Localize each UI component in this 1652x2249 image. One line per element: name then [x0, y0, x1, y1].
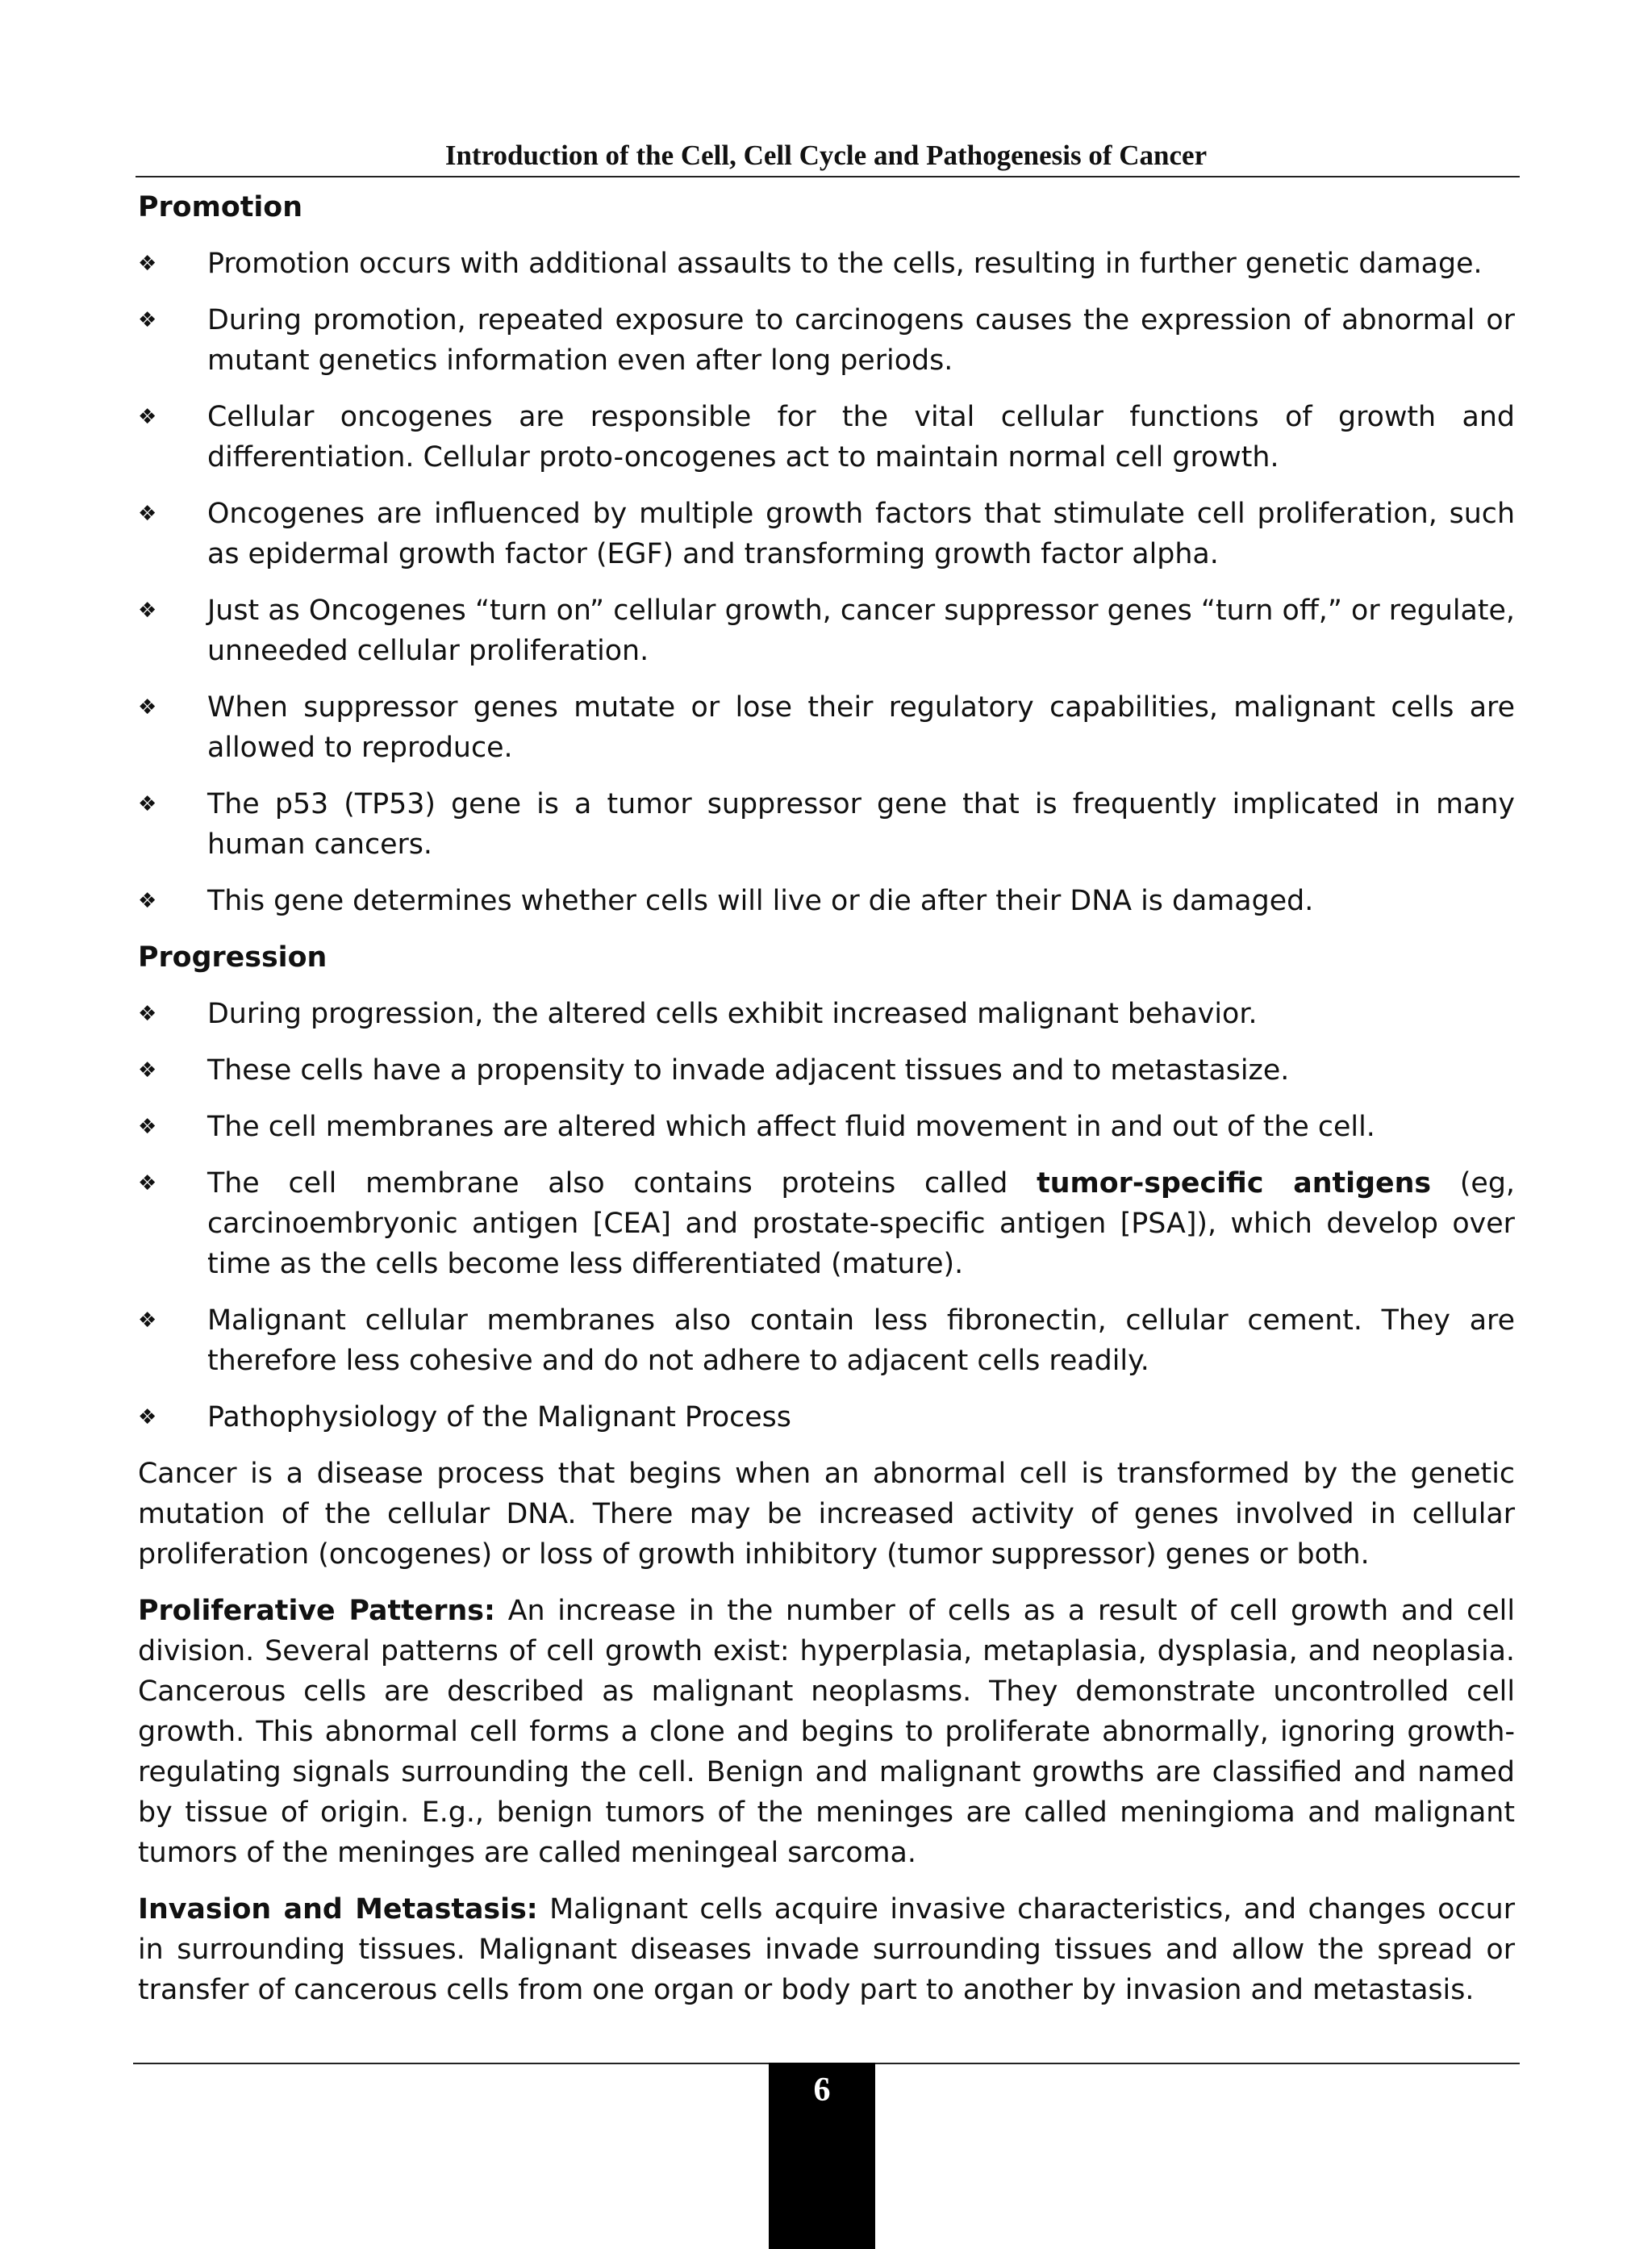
proliferative-patterns-text: An increase in the number of cells as a result of cell growth and cell division. Several patterns of cell growth exist: hyperplasia, metaplasia, dysplasia, and neoplasia. Cancerous cells are described as malignant neoplasms. They demonstrate uncontrolled cell growth. This abnormal cell forms a clone and begins to proliferate abnormally, ignoring growth-regulating signals surrounding the cell. Benign and malignant growths are classified and named by tissue of origin. E.g., benign tumors of the meninges are called meningioma and malignant tumors of the meninges are called meningeal sarcoma. [138, 1595, 1515, 1869]
four-diamond-bullet-icon: ❖ [138, 1308, 157, 1333]
list-item-text: When suppressor genes mutate or lose their regulatory capabilities, malignant cells are allowed to reproduce. [207, 691, 1515, 764]
section-heading-promotion: Promotion [138, 191, 302, 223]
list-item-text: Just as Oncogenes “turn on” cellular growth, cancer suppressor genes “turn off,” or regulate, unneeded cellular proliferation. [207, 595, 1515, 667]
list-item-text [207, 1167, 1515, 1280]
four-diamond-bullet-icon: ❖ [138, 695, 157, 720]
list-item [138, 397, 1515, 478]
list-item [138, 1107, 1515, 1147]
list-item [138, 1300, 1515, 1381]
four-diamond-bullet-icon: ❖ [138, 599, 157, 623]
header-rule [136, 176, 1520, 177]
list-item-text: Pathophysiology of the Malignant Process [207, 1401, 791, 1433]
page-number-box [769, 2063, 875, 2249]
list-item-text: The p53 (TP53) gene is a tumor suppressor gene that is frequently implicated in many human cancers. [207, 788, 1515, 861]
list-item [138, 881, 1515, 921]
list-item-text: During promotion, repeated exposure to carcinogens causes the expression of abnormal or mutant genetics information even after long periods. [207, 304, 1515, 377]
list-item-text: Oncogenes are influenced by multiple growth factors that stimulate cell proliferation, such as epidermal growth factor (EGF) and transforming growth factor alpha. [207, 498, 1515, 570]
four-diamond-bullet-icon: ❖ [138, 1058, 157, 1083]
proliferative-patterns-paragraph [138, 1591, 1515, 1873]
four-diamond-bullet-icon: ❖ [138, 405, 157, 429]
list-item [138, 1163, 1515, 1284]
list-item-text: Malignant cellular membranes also contain less fibronectin, cellular cement. They are therefore less cohesive and do not adhere to adjacent cells readily. [207, 1304, 1515, 1377]
list-item [138, 687, 1515, 768]
proliferative-patterns-label: Proliferative Patterns: [138, 1595, 495, 1627]
list-item [138, 244, 1515, 284]
invasion-metastasis-label: Invasion and Metastasis: [138, 1893, 538, 1926]
list-item-text: The cell membranes are altered which affect fluid movement in and out of the cell. [207, 1111, 1375, 1143]
list-item [138, 1397, 1515, 1437]
running-header: Introduction of the Cell, Cell Cycle and Pathogenesis of Cancer [444, 140, 1208, 171]
progression-bullet-list [138, 994, 1515, 1437]
list-item [138, 1050, 1515, 1091]
list-item [138, 994, 1515, 1034]
tumor-specific-antigens-term: tumor-specific antigens [1037, 1167, 1432, 1200]
four-diamond-bullet-icon: ❖ [138, 252, 157, 276]
list-item-text: Promotion occurs with additional assaults to the cells, resulting in further genetic damage. [207, 248, 1483, 280]
invasion-metastasis-text: Malignant cells acquire invasive characteristics, and changes occur in surrounding tissues. Malignant diseases invade surrounding tissues and allow the spread or transfer of cancerous cells from one organ or body part to another by invasion and metastasis. [138, 1893, 1515, 2006]
list-item [138, 494, 1515, 574]
page-body [138, 187, 1515, 2026]
list-item-text: These cells have a propensity to invade adjacent tissues and to metastasize. [207, 1054, 1290, 1087]
four-diamond-bullet-icon: ❖ [138, 889, 157, 913]
four-diamond-bullet-icon: ❖ [138, 1171, 157, 1195]
four-diamond-bullet-icon: ❖ [138, 502, 157, 526]
four-diamond-bullet-icon: ❖ [138, 792, 157, 816]
promotion-bullet-list [138, 244, 1515, 921]
list-item-text: Cellular oncogenes are responsible for the vital cellular functions of growth and differentiation. Cellular proto-oncogenes act to maintain normal cell growth. [207, 401, 1515, 474]
section-heading-progression: Progression [138, 941, 327, 974]
cancer-paragraph: Cancer is a disease process that begins when an abnormal cell is transformed by the genetic mutation of the cellular DNA. There may be increased activity of genes involved in cellular proliferation (oncogenes) or loss of growth inhibitory (tumor suppressor) genes or both. [138, 1458, 1515, 1571]
list-item [138, 784, 1515, 865]
list-item [138, 590, 1515, 671]
page-number: 6 [813, 2072, 831, 2109]
four-diamond-bullet-icon: ❖ [138, 308, 157, 332]
list-item-text: During progression, the altered cells exhibit increased malignant behavior. [207, 998, 1258, 1030]
four-diamond-bullet-icon: ❖ [138, 1002, 157, 1026]
four-diamond-bullet-icon: ❖ [138, 1405, 157, 1429]
invasion-metastasis-paragraph [138, 1889, 1515, 2010]
list-item [138, 300, 1515, 381]
antigen-text-before: The cell membrane also contains proteins called [207, 1167, 1037, 1200]
list-item-text: This gene determines whether cells will live or die after their DNA is damaged. [207, 885, 1314, 917]
antigen-text-after: (eg, carcinoembryonic antigen [CEA] and prostate-specific antigen [PSA]), which develop over time as the cells become less differentiated (mature). [207, 1167, 1515, 1280]
four-diamond-bullet-icon: ❖ [138, 1115, 157, 1139]
